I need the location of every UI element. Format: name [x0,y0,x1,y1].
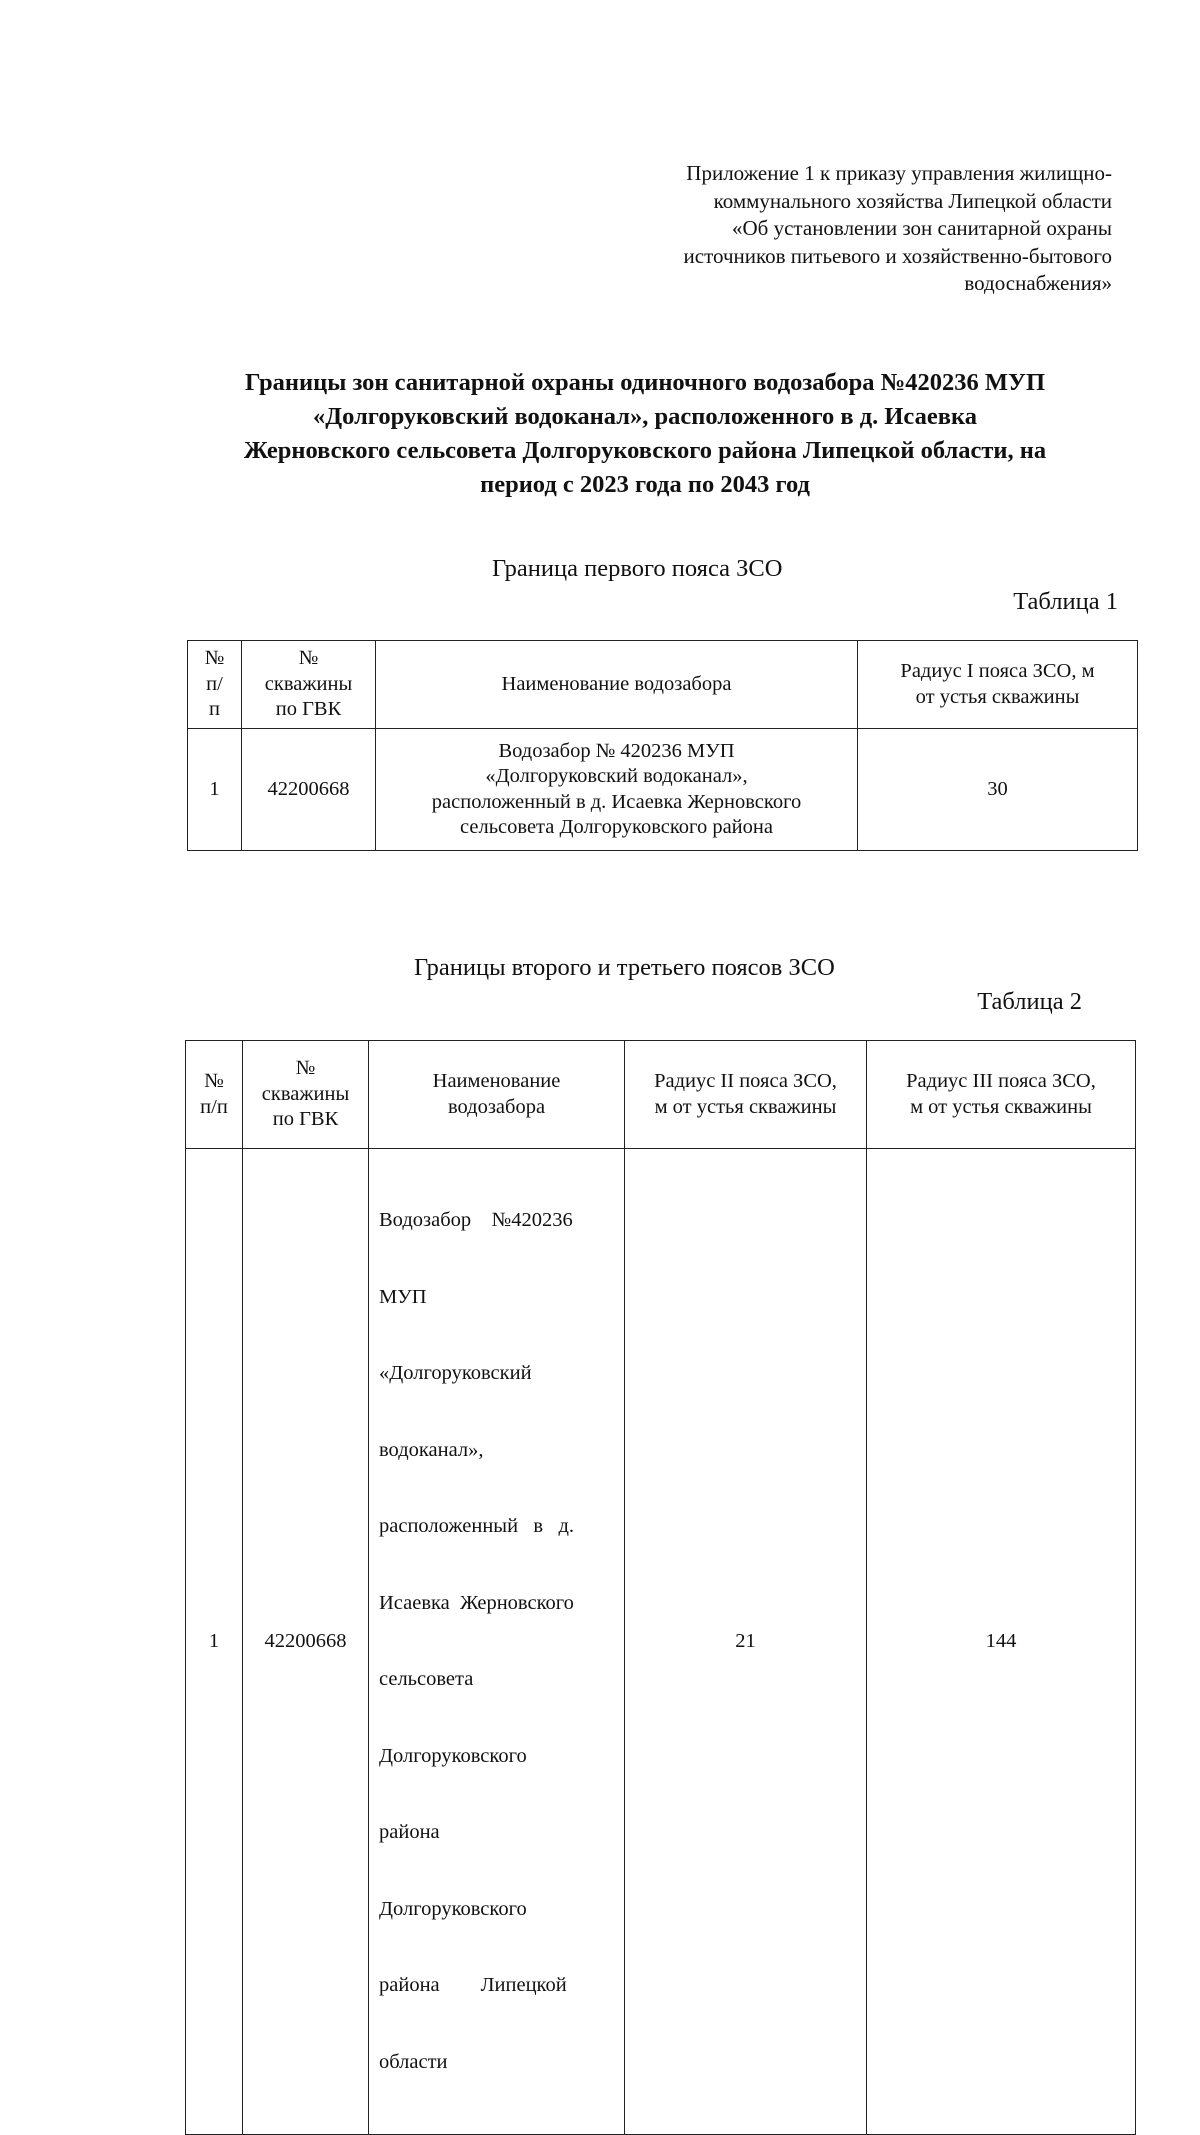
cell-radius-2: 21 [625,1149,867,2135]
cell-name-line: водоканал», [379,1438,484,1461]
cell-name-line: Водозабор № 420236 МУП [498,739,735,762]
header-name-line: Наименование [432,1070,561,1092]
cell-name-line: расположенный в д. Исаевка Жерновского [431,790,802,813]
header-radius-line: Радиус I пояса ЗСО, м [900,660,1095,682]
cell-radius-3: 144 [867,1149,1136,2135]
cell-name-line: Водозабор №420236 [379,1209,573,1231]
header-name: Наименование водозабора [376,641,858,729]
cell-name-line: района [379,1821,440,1843]
table-row [188,729,1138,851]
header-name-line: водозабора [447,1095,546,1118]
header-num [188,641,242,729]
cell-name [376,729,858,851]
table1-header-row [188,641,1138,729]
header-radius-line: м от устья скважины [910,1095,1092,1118]
title-line: период с 2023 года по 2043 год [480,471,810,498]
appendix-line: «Об установлении зон санитарной охраны [732,216,1112,240]
cell-name-line: района Липецкой [379,1974,567,1996]
cell-name-line: Долгоруковского [379,1897,527,1920]
appendix-line: коммунального хозяйства Липецкой области [713,188,1112,213]
header-radius-3 [867,1041,1136,1149]
header-well-line: скважины [261,1082,350,1105]
header-well-line: № [295,1057,316,1080]
header-radius-line: м от устья скважины [654,1095,837,1118]
title-line: Границы зон санитарной охраны одиночного водозабора №420236 МУП [244,369,1046,396]
header-num-line: п/ [206,672,223,695]
header-num-line: п/п [200,1095,228,1118]
appendix-line: источников питьевого и хозяйственно-бытового [683,243,1112,268]
cell-well: 42200668 [243,1149,369,2135]
cell-name-line: МУП [379,1285,427,1308]
cell-name-line: расположенный в д. [379,1515,575,1537]
header-name [369,1041,625,1149]
header-radius-2 [625,1041,867,1149]
cell-num: 1 [188,729,242,851]
table-row [186,1149,1136,2135]
header-radius-line: Радиус II пояса ЗСО, [654,1070,837,1092]
header-well [242,641,376,729]
cell-name-line: сельсовета [379,1668,474,1690]
title-line: «Долгоруковский водоканал», расположенного в д. Исаевка [313,403,977,430]
header-num-line: п [209,698,220,721]
cell-num: 1 [186,1149,243,2135]
cell-radius: 30 [858,729,1138,851]
header-radius-line: от устья скважины [915,685,1080,708]
title-line: Жерновского сельсовета Долгоруковского района Липецкой области, на [243,437,1047,464]
header-well-line: по ГВК [272,1108,339,1131]
header-well-line: по ГВК [275,698,342,721]
header-well-line: скважины [264,672,353,695]
cell-name [369,1149,625,2135]
header-radius-line: Радиус III пояса ЗСО, [906,1070,1096,1092]
appendix-line: Приложение 1 к приказу управления жилищно- [686,161,1112,185]
appendix-line: водоснабжения» [964,271,1112,295]
appendix-note [552,160,1112,298]
cell-name-line: Долгоруковского [379,1744,527,1767]
cell-name-line: «Долгоруковский [379,1362,532,1384]
table2-header-row [186,1041,1136,1149]
document-title [180,366,1110,502]
section2-heading: Границы второго и третьего поясов ЗСО [414,954,835,981]
table-1 [187,640,1138,851]
cell-name-line: «Долгоруковский водоканал», [485,765,748,787]
cell-name-line: сельсовета Долгоруковского района [460,816,773,838]
table-2 [185,1040,1136,2135]
header-num-line: № [204,647,225,670]
cell-well: 42200668 [242,729,376,851]
header-num-line: № [204,1070,224,1092]
header-well-line: № [298,647,319,670]
header-num [186,1041,243,1149]
cell-name-line: области [379,2050,448,2073]
section1-heading: Граница первого пояса ЗСО [492,555,783,582]
table1-label: Таблица 1 [1013,588,1118,615]
header-radius [858,641,1138,729]
header-well [243,1041,369,1149]
table2-label: Таблица 2 [977,988,1082,1015]
cell-name-line: Исаевка Жерновского [379,1591,574,1614]
